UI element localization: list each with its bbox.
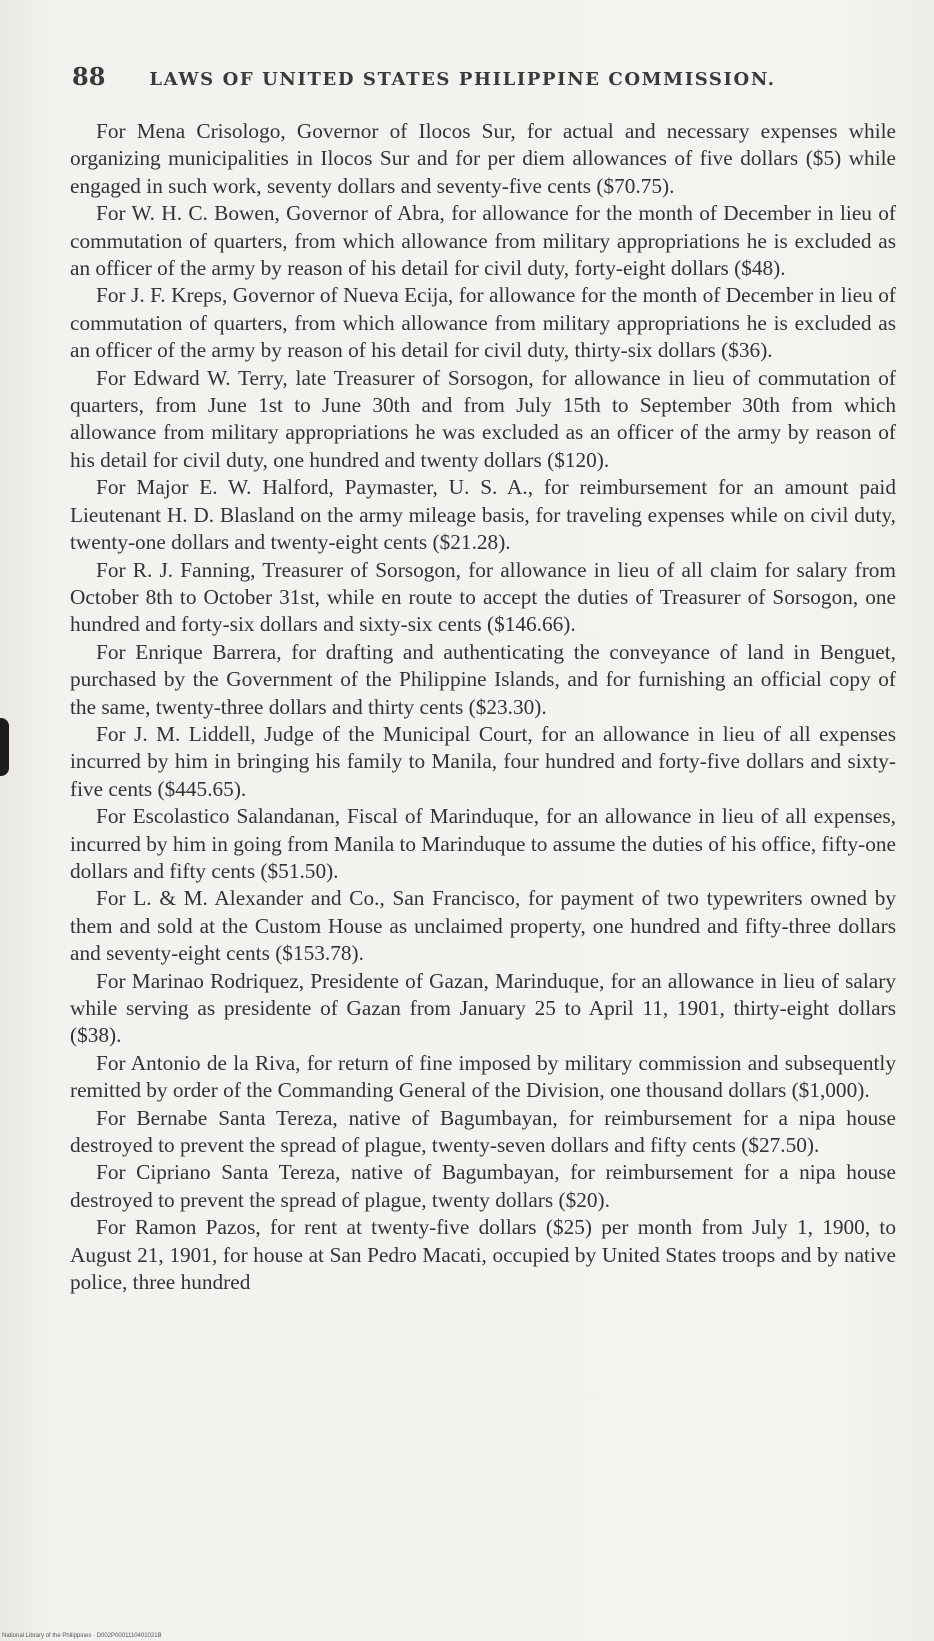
- page-number: 88: [72, 62, 106, 91]
- paragraph-pazos: For Ramon Pazos, for rent at twenty-five dollars ($25) per month from July 1, 1900, to August 21, 1901, for house at San Pedro Macati, occupied by United States troops and by native police, three hundred: [70, 1215, 896, 1295]
- body-text: [70, 118, 896, 1296]
- paragraph-alexander: For L. & M. Alexander and Co., San Francisco, for payment of two typewriters owned by them and sold at the Custom House as unclaimed property, one hundred and fifty-three dollars and seventy-eight cents ($153.78).: [70, 886, 896, 966]
- paragraph-bowen: For W. H. C. Bowen, Governor of Abra, for allowance for the month of December in lieu of commutation of quarters, from which allowance from military appropriations he is excluded as an officer of the army by reason of his detail for civil duty, forty-eight dollars ($48).: [70, 201, 896, 281]
- paragraph-liddell: For J. M. Liddell, Judge of the Municipal Court, for an allowance in lieu of all expenses incurred by him in bringing his family to Manila, four hundred and forty-five dollars and sixty-five cents ($445.65).: [70, 721, 896, 801]
- running-head: LAWS OF UNITED STATES PHILIPPINE COMMISSION.: [149, 69, 776, 90]
- paragraph-crisologo: For Mena Crisologo, Governor of Ilocos Sur, for actual and necessary expenses while organizing municipalities in Ilocos Sur and for per diem allowances of five dollars ($5) while engaged in such work, seventy dollars and seventy-five cents ($70.75).: [70, 119, 896, 198]
- scan-credit: National Library of the Philippines · D002P0001110401021B: [2, 1633, 162, 1639]
- paragraph-bernabe-santa-tereza: For Bernabe Santa Tereza, native of Bagumbayan, for reimbursement for a nipa house destroyed to prevent the spread of plague, twenty-seven dollars and fifty cents ($27.50).: [70, 1105, 896, 1158]
- paragraph-salandanan: For Escolastico Salandanan, Fiscal of Marinduque, for an allowance in lieu of all expenses, incurred by him in going from Manila to Marinduque to assume the duties of his office, fifty-one dollars and fifty cents ($51.50).: [70, 804, 896, 883]
- paragraph-fanning: For R. J. Fanning, Treasurer of Sorsogon, for allowance in lieu of all claim for salary from October 8th to October 31st, while en route to accept the duties of Treasurer of Sorsogon, one hundred and forty-six dollars and sixty-six cents ($146.66).: [70, 557, 896, 637]
- paragraph-cipriano-santa-tereza: For Cipriano Santa Tereza, native of Bagumbayan, for reimbursement for a nipa house destroyed to prevent the spread of plague, twenty dollars ($20).: [70, 1160, 896, 1212]
- paragraph-terry: For Edward W. Terry, late Treasurer of Sorsogon, for allowance in lieu of commutation of quarters, from June 1st to June 30th and from July 15th to September 30th from which allowance from military appropriations he was excluded as an officer of the army by reason of his detail for civil duty, one hundred and twenty dollars ($120).: [70, 365, 896, 472]
- paragraph-barrera: For Enrique Barrera, for drafting and authenticating the conveyance of land in Benguet, purchased by the Government of the Philippine Islands, and for furnishing an official copy of the same, twenty-three dollars and thirty cents ($23.30).: [70, 639, 896, 719]
- paragraph-halford: For Major E. W. Halford, Paymaster, U. S. A., for reimbursement for an amount paid Lieutenant H. D. Blasland on the army mileage basis, for traveling expenses while on civil duty, twenty-one dollars and twenty-eight cents ($21.28).: [70, 475, 896, 555]
- page-header: [72, 62, 852, 91]
- paragraph-de-la-riva: For Antonio de la Riva, for return of fine imposed by military commission and subsequently remitted by order of the Commanding General of the Division, one thousand dollars ($1,000).: [70, 1050, 896, 1103]
- paragraph-rodriquez: For Marinao Rodriquez, Presidente of Gazan, Marinduque, for an allowance in lieu of salary while serving as presidente of Gazan from January 25 to April 11, 1901, thirty-eight dollars ($38).: [70, 968, 896, 1048]
- paragraph-kreps: For J. F. Kreps, Governor of Nueva Ecija, for allowance for the month of December in lieu of commutation of quarters, from which allowance from military appropriations he is excluded as an officer of the army by reason of his detail for civil duty, thirty-six dollars ($36).: [70, 283, 896, 363]
- binding-edge-mark: [0, 718, 9, 776]
